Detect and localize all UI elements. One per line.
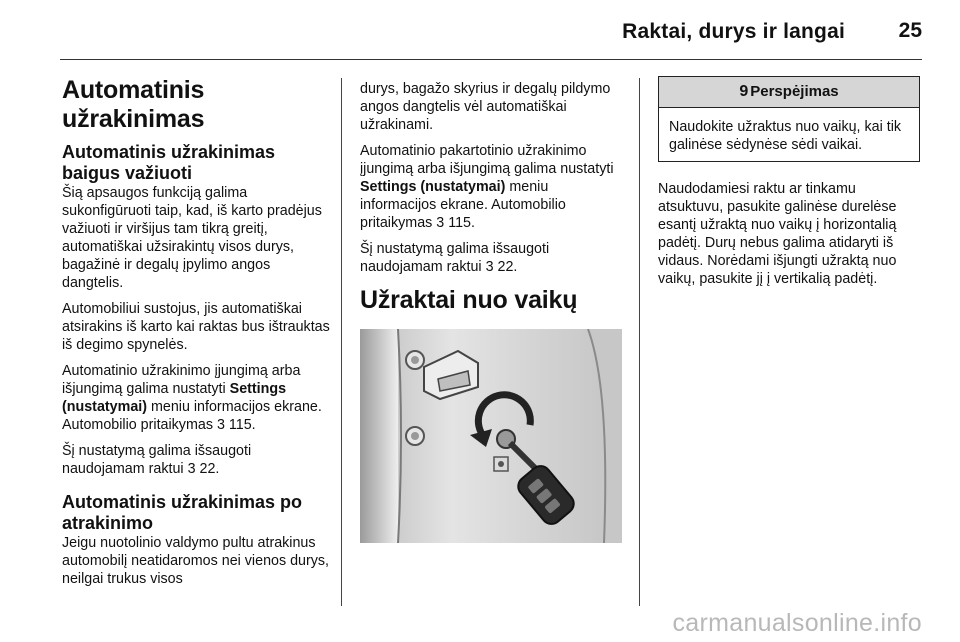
paragraph: Šią apsaugos funkciją galima sukonfigūruoti taip, kad, iš karto pradėjus važiuoti ir viršijus tam tikrą greitį, automatiškai užsirakintų visos durys, bagažinė ir degalų įpylimo angos dangtelis. [62, 184, 322, 291]
paragraph [62, 442, 334, 478]
paragraph [360, 240, 626, 276]
page-ref-link[interactable] [188, 461, 220, 477]
paragraph [62, 362, 334, 434]
paragraph: Automobiliui sustojus, jis automatiškai atsirakins iš karto kai raktas bus ištrauktas iš degimo spynelės. [62, 300, 330, 353]
text: Šį nustatymą galima išsaugoti naudojamam raktui [62, 442, 252, 477]
child-lock-illustration [360, 329, 622, 543]
menu-term: Settings (nustatymai) [62, 380, 287, 415]
paragraph: durys, bagažo skyrius ir degalų pildymo angos dangtelis vėl automatiškai užrakinami. [360, 81, 611, 133]
column-divider-1 [341, 78, 342, 606]
ref-arrow-icon: 3 [216, 416, 225, 433]
column-2 [360, 80, 626, 543]
text: Automatinio pakartotinio užrakinimo įjungimą arba išjungimą galima nustatyti [360, 143, 614, 177]
page-ref-number: 22. [199, 460, 220, 477]
subsection-title-relock-after-unlock: Automatinis užrakinimas po atrakinimo [62, 491, 303, 534]
column-1 [62, 70, 334, 596]
paragraph: Naudodamiesi raktu ar tinkamu atsuktuvu, pasukite galinėse durelėse esantį užraktą nuo vaikų į horizontalią padėtį. Durų nebus galima atidaryti iš vidaus. Norėdami išjungti užraktą nuo vaikų, pasukite jį į vertikalią padėtį. [658, 181, 897, 287]
header-rule [60, 59, 922, 60]
warning-triangle-icon: 9 [739, 83, 749, 100]
ref-arrow-icon: 3 [187, 460, 196, 477]
column-3 [658, 76, 920, 296]
page-ref-link[interactable] [486, 259, 518, 275]
child-lock-illustration-svg [360, 329, 622, 543]
ref-arrow-icon: 3 [436, 215, 445, 231]
page-ref-number: 115. [228, 416, 256, 433]
page-number: 25 [898, 19, 922, 42]
text: meniu informacijos ekrane. Automobilio pritaikymas [62, 398, 322, 433]
warning-box [658, 76, 920, 162]
section-title-child-locks: Užraktai nuo vaikų [360, 286, 578, 314]
page-header-title: Raktai, durys ir langai [622, 20, 845, 43]
text: Šį nustatymą galima išsaugoti naudojamam raktui [360, 241, 550, 275]
watermark-text: carmanualsonline.info [672, 609, 922, 637]
column-divider-2 [639, 78, 640, 606]
page-ref-link[interactable] [436, 215, 475, 231]
paragraph: Jeigu nuotolinio valdymo pultu atrakinus automobilį neatidaromos nei vienos durys, neilgai trukus visos [62, 535, 330, 588]
section-title-automatic-locking: Automatinis užrakinimas [62, 76, 205, 133]
page-ref-number: 115. [448, 215, 475, 231]
menu-term: Settings (nustatymai) [360, 179, 506, 195]
ref-arrow-icon: 3 [485, 259, 494, 275]
page-ref-number: 22. [497, 259, 518, 275]
page-ref-link[interactable] [217, 417, 256, 433]
warning-header [659, 77, 919, 108]
text: meniu informacijos ekrane. Automobilio pritaikymas [360, 179, 566, 231]
warning-title: Perspėjimas [750, 83, 839, 100]
paragraph [360, 142, 626, 232]
subsection-title-lock-after-driving: Automatinis užrakinimas baigus važiuoti [62, 141, 276, 183]
warning-text: Naudokite užraktus nuo vaikų, kai tik galinėse sėdynėse sėdi vaikai. [669, 119, 902, 153]
text: Automatinio užrakinimo įjungimą arba išjungimą galima nustatyti [62, 362, 301, 397]
